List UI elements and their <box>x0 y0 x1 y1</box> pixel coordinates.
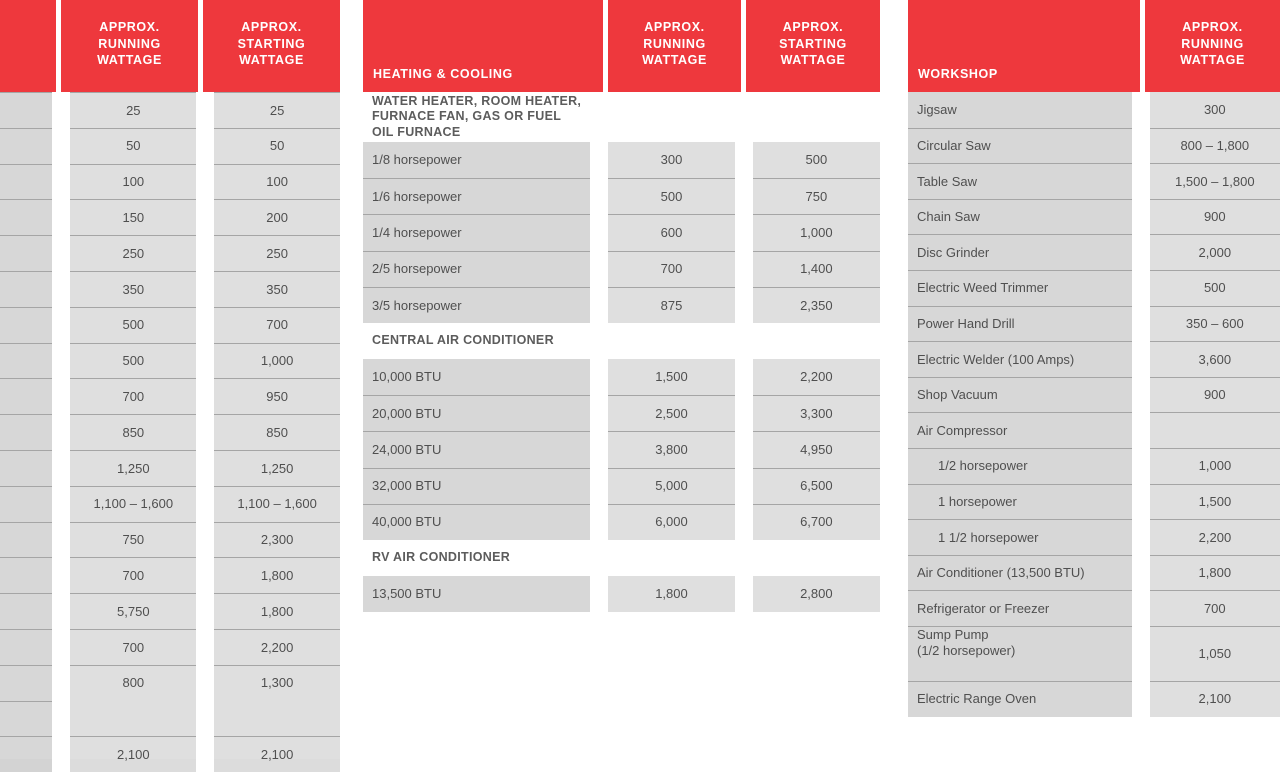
cell-divider <box>1132 199 1150 235</box>
left-row-running-wattage: 700 <box>70 557 196 593</box>
cell-divider <box>735 359 753 395</box>
cell-divider <box>1132 234 1150 270</box>
row-item-label <box>908 270 1132 306</box>
table-row <box>363 287 880 323</box>
right-table-header-row <box>908 0 1280 92</box>
row-running-wattage: 875 <box>608 287 734 323</box>
table-row <box>363 576 880 612</box>
cell-divider <box>1132 626 1150 681</box>
table-row <box>0 665 340 701</box>
row-running-wattage: 1,000 <box>1150 448 1280 484</box>
row-item-label <box>908 234 1132 270</box>
cell-divider <box>1132 306 1150 342</box>
section-title-line: RV AIR CONDITIONER <box>372 550 511 565</box>
row-item-label-line: Disc Grinder <box>917 244 990 260</box>
cell-divider <box>590 504 608 540</box>
row-starting-wattage: 6,700 <box>753 504 880 540</box>
left-row-starting-wattage: 1,100 – 1,600 <box>214 486 340 522</box>
section-header-row <box>363 323 880 359</box>
row-item-label <box>908 199 1132 235</box>
table-row <box>363 178 880 214</box>
row-item-label <box>908 590 1132 626</box>
table-row <box>908 484 1280 520</box>
row-item-label-line: 1/2 horsepower <box>938 458 1028 474</box>
row-item-label <box>908 306 1132 342</box>
left-row-item-label <box>0 343 52 379</box>
section-title-line: CENTRAL AIR CONDITIONER <box>372 333 554 348</box>
table-row <box>0 701 340 737</box>
left-row-item-label <box>0 557 52 593</box>
left-row-item-label <box>0 736 52 772</box>
table-row <box>908 626 1280 681</box>
row-item-label: 40,000 BTU <box>363 504 590 540</box>
table-row <box>0 271 340 307</box>
cell-divider <box>1132 163 1150 199</box>
cell-divider <box>196 736 214 772</box>
left-row-starting-wattage: 1,000 <box>214 343 340 379</box>
table-row <box>363 359 880 395</box>
cell-divider <box>590 359 608 395</box>
row-starting-wattage: 6,500 <box>753 468 880 504</box>
row-running-wattage: 900 <box>1150 377 1280 413</box>
cell-divider <box>1132 555 1150 591</box>
table-row <box>908 681 1280 717</box>
section-title <box>363 92 603 142</box>
row-item-label: 32,000 BTU <box>363 468 590 504</box>
section-header-row <box>363 540 880 576</box>
row-running-wattage: 3,600 <box>1150 341 1280 377</box>
left-row-starting-wattage: 200 <box>214 199 340 235</box>
left-row-item-label <box>0 414 52 450</box>
row-running-wattage: 1,050 <box>1150 626 1280 681</box>
cell-divider <box>735 287 753 323</box>
right-table-body <box>908 92 1280 717</box>
table-row <box>0 522 340 558</box>
cell-divider <box>1132 484 1150 520</box>
cell-divider <box>196 378 214 414</box>
cell-divider <box>196 343 214 379</box>
row-running-wattage: 6,000 <box>608 504 734 540</box>
row-item-label-line: Jigsaw <box>917 102 957 117</box>
table-row <box>0 557 340 593</box>
left-row-running-wattage: 850 <box>70 414 196 450</box>
left-wattage-table <box>0 0 340 772</box>
row-item-label: 24,000 BTU <box>363 431 590 467</box>
row-running-wattage: 2,100 <box>1150 681 1280 717</box>
section-spacer <box>746 323 880 359</box>
section-header-row <box>363 92 880 142</box>
left-row-running-wattage: 2,100 <box>70 736 196 772</box>
left-row-item-label <box>0 593 52 629</box>
row-running-wattage: 300 <box>1150 92 1280 128</box>
row-running-wattage: 350 – 600 <box>1150 306 1280 342</box>
left-row-item-label <box>0 92 52 128</box>
row-running-wattage: 700 <box>1150 590 1280 626</box>
row-running-wattage: 5,000 <box>608 468 734 504</box>
left-row-item-label <box>0 235 52 271</box>
section-spacer <box>746 92 880 142</box>
row-item-label-line: 1 1/2 horsepower <box>938 529 1039 545</box>
cell-divider <box>590 431 608 467</box>
cell-divider <box>52 164 70 200</box>
table-row <box>908 234 1280 270</box>
left-row-item-label <box>0 629 52 665</box>
cell-divider <box>590 178 608 214</box>
left-row-item-label <box>0 271 52 307</box>
table-row <box>908 555 1280 591</box>
row-item-label <box>908 484 1132 520</box>
table-row <box>908 306 1280 342</box>
table-row <box>363 251 880 287</box>
right-header-running-wattage: APPROX. RUNNING WATTAGE <box>1145 0 1280 92</box>
row-running-wattage: 3,800 <box>608 431 734 467</box>
table-row <box>0 199 340 235</box>
left-row-running-wattage: 50 <box>70 128 196 164</box>
left-row-starting-wattage: 350 <box>214 271 340 307</box>
row-running-wattage: 1,500 <box>608 359 734 395</box>
row-item-label: 13,500 BTU <box>363 576 590 612</box>
row-item-label-line: Refrigerator or Freezer <box>917 600 1050 616</box>
row-running-wattage: 300 <box>608 142 734 178</box>
left-row-item-label <box>0 522 52 558</box>
table-row <box>0 343 340 379</box>
row-starting-wattage: 500 <box>753 142 880 178</box>
cell-divider <box>52 128 70 164</box>
middle-header-category: HEATING & COOLING <box>363 0 603 92</box>
table-row <box>0 736 340 772</box>
cell-divider <box>590 468 608 504</box>
cell-divider <box>1132 590 1150 626</box>
cell-divider <box>52 522 70 558</box>
row-running-wattage: 700 <box>608 251 734 287</box>
left-row-running-wattage: 1,100 – 1,600 <box>70 486 196 522</box>
left-row-starting-wattage: 850 <box>214 414 340 450</box>
row-item-label <box>908 341 1132 377</box>
row-running-wattage: 2,500 <box>608 395 734 431</box>
left-row-starting-wattage: 100 <box>214 164 340 200</box>
cell-divider <box>1132 270 1150 306</box>
table-row <box>0 378 340 414</box>
left-row-running-wattage: 500 <box>70 343 196 379</box>
cell-divider <box>590 142 608 178</box>
table-row <box>908 341 1280 377</box>
row-item-label <box>908 519 1132 555</box>
cell-divider <box>590 576 608 612</box>
row-item-label <box>908 163 1132 199</box>
row-running-wattage: 1,500 – 1,800 <box>1150 163 1280 199</box>
cell-divider <box>52 665 70 701</box>
left-row-item-label <box>0 665 52 701</box>
cell-divider <box>735 142 753 178</box>
table-row <box>908 448 1280 484</box>
row-starting-wattage: 2,800 <box>753 576 880 612</box>
middle-header-starting-wattage: APPROX. STARTING WATTAGE <box>746 0 880 92</box>
section-spacer <box>746 540 880 576</box>
left-row-running-wattage: 500 <box>70 307 196 343</box>
table-row <box>908 163 1280 199</box>
left-row-starting-wattage: 2,200 <box>214 629 340 665</box>
table-row <box>0 486 340 522</box>
table-row <box>908 270 1280 306</box>
row-item-label-line: Table Saw <box>917 173 977 189</box>
row-item-label-line: Electric Weed Trimmer <box>917 280 1049 296</box>
heating-cooling-table <box>363 0 880 612</box>
row-item-label-line: Electric Range Oven <box>917 691 1037 707</box>
left-row-running-wattage: 700 <box>70 378 196 414</box>
right-header-category: WORKSHOP <box>908 0 1140 92</box>
row-item-label-line: Chain Saw <box>917 209 980 225</box>
cell-divider <box>196 235 214 271</box>
cell-divider <box>196 307 214 343</box>
left-row-item-label <box>0 486 52 522</box>
table-row <box>363 395 880 431</box>
left-row-item-label <box>0 164 52 200</box>
cell-divider <box>196 701 214 737</box>
row-item-label-line: Shop Vacuum <box>917 387 998 403</box>
cell-divider <box>1132 341 1150 377</box>
table-row <box>0 307 340 343</box>
left-header-running-wattage: APPROX. RUNNING WATTAGE <box>61 0 198 92</box>
cell-divider <box>735 178 753 214</box>
row-item-label-line: Air Conditioner (13,500 BTU) <box>917 565 1085 581</box>
left-header-starting-wattage: APPROX. STARTING WATTAGE <box>203 0 340 92</box>
cell-divider <box>196 486 214 522</box>
row-item-label-line: Electric Welder (100 Amps) <box>917 351 1075 367</box>
cell-divider <box>735 504 753 540</box>
row-item-label: 20,000 BTU <box>363 395 590 431</box>
cell-divider <box>196 593 214 629</box>
left-row-running-wattage: 350 <box>70 271 196 307</box>
row-item-label-line: Power Hand Drill <box>917 316 1015 332</box>
cell-divider <box>52 736 70 772</box>
middle-table-header-row <box>363 0 880 92</box>
left-row-starting-wattage: 1,800 <box>214 593 340 629</box>
table-row <box>908 519 1280 555</box>
row-item-label-line: Sump Pump <box>917 626 989 642</box>
row-item-label <box>908 377 1132 413</box>
row-item-label-line: Circular Saw <box>917 138 991 154</box>
row-item-label <box>908 555 1132 591</box>
section-spacer <box>608 92 741 142</box>
table-row <box>0 629 340 665</box>
row-starting-wattage: 4,950 <box>753 431 880 467</box>
cell-divider <box>1132 519 1150 555</box>
section-title <box>363 540 603 576</box>
row-starting-wattage: 2,200 <box>753 359 880 395</box>
cell-divider <box>196 522 214 558</box>
cell-divider <box>52 307 70 343</box>
left-row-starting-wattage: 50 <box>214 128 340 164</box>
section-title <box>363 323 603 359</box>
row-item-label <box>908 626 1132 681</box>
table-row <box>908 199 1280 235</box>
cell-divider <box>735 468 753 504</box>
cell-divider <box>1132 448 1150 484</box>
row-item-label <box>908 681 1132 717</box>
cell-divider <box>196 557 214 593</box>
row-item-label <box>908 128 1132 164</box>
table-row <box>0 593 340 629</box>
cell-divider <box>196 199 214 235</box>
cell-divider <box>1132 681 1150 717</box>
cell-divider <box>52 450 70 486</box>
cell-divider <box>590 251 608 287</box>
row-running-wattage: 1,500 <box>1150 484 1280 520</box>
left-header-item-column <box>0 0 56 92</box>
cell-divider <box>196 414 214 450</box>
left-row-running-wattage: 250 <box>70 235 196 271</box>
cell-divider <box>52 486 70 522</box>
row-running-wattage: 2,200 <box>1150 519 1280 555</box>
table-row <box>363 142 880 178</box>
left-row-item-label <box>0 701 52 737</box>
row-running-wattage: 500 <box>608 178 734 214</box>
table-row <box>363 214 880 250</box>
left-row-item-label <box>0 128 52 164</box>
left-row-starting-wattage: 25 <box>214 92 340 128</box>
table-row <box>0 235 340 271</box>
row-item-label-line: Air Compressor <box>917 422 1008 438</box>
left-row-item-label <box>0 450 52 486</box>
row-item-label: 10,000 BTU <box>363 359 590 395</box>
cell-divider <box>735 576 753 612</box>
row-running-wattage: 1,800 <box>1150 555 1280 591</box>
left-row-starting-wattage: 1,800 <box>214 557 340 593</box>
cell-divider <box>52 271 70 307</box>
cell-divider <box>52 629 70 665</box>
cell-divider <box>1132 377 1150 413</box>
table-row <box>363 468 880 504</box>
cell-divider <box>735 214 753 250</box>
table-row <box>363 431 880 467</box>
table-row <box>0 450 340 486</box>
left-row-starting-wattage: 2,300 <box>214 522 340 558</box>
section-spacer <box>608 323 741 359</box>
left-row-starting-wattage: 1,250 <box>214 450 340 486</box>
left-row-starting-wattage: 250 <box>214 235 340 271</box>
cell-divider <box>52 92 70 128</box>
table-row <box>908 128 1280 164</box>
row-item-label: 1/8 horsepower <box>363 142 590 178</box>
row-running-wattage: 1,800 <box>608 576 734 612</box>
table-row <box>0 128 340 164</box>
section-title-line: OIL FURNACE <box>372 124 461 139</box>
row-item-label <box>908 92 1132 128</box>
left-row-starting-wattage: 2,100 <box>214 736 340 772</box>
middle-header-running-wattage: APPROX. RUNNING WATTAGE <box>608 0 741 92</box>
table-row <box>363 504 880 540</box>
section-title-line: WATER HEATER, ROOM HEATER, FURNACE FAN, GAS OR FUEL <box>372 93 582 124</box>
cell-divider <box>52 235 70 271</box>
cell-divider <box>52 557 70 593</box>
cell-divider <box>52 378 70 414</box>
table-row <box>908 412 1280 448</box>
cell-divider <box>52 701 70 737</box>
row-item-label-line: (1/2 horsepower) <box>917 642 1016 658</box>
left-row-running-wattage: 750 <box>70 522 196 558</box>
row-item-label: 3/5 horsepower <box>363 287 590 323</box>
cell-divider <box>52 199 70 235</box>
left-row-running-wattage: 25 <box>70 92 196 128</box>
section-spacer <box>608 540 741 576</box>
cell-divider <box>735 431 753 467</box>
left-row-running-wattage: 1,250 <box>70 450 196 486</box>
left-row-running-wattage: 800 <box>70 665 196 701</box>
row-running-wattage: 500 <box>1150 270 1280 306</box>
left-row-starting-wattage: 1,300 <box>214 665 340 701</box>
cell-divider <box>590 395 608 431</box>
left-row-running-wattage: 5,750 <box>70 593 196 629</box>
left-row-running-wattage: 100 <box>70 164 196 200</box>
table-row <box>908 590 1280 626</box>
left-row-item-label <box>0 307 52 343</box>
cell-divider <box>196 271 214 307</box>
cell-divider <box>52 593 70 629</box>
cell-divider <box>196 629 214 665</box>
table-row <box>0 414 340 450</box>
row-starting-wattage: 1,000 <box>753 214 880 250</box>
cell-divider <box>196 665 214 701</box>
row-item-label: 2/5 horsepower <box>363 251 590 287</box>
left-row-running-wattage: 150 <box>70 199 196 235</box>
cell-divider <box>196 450 214 486</box>
left-row-running-wattage: 700 <box>70 629 196 665</box>
cell-divider <box>1132 412 1150 448</box>
cell-divider <box>735 251 753 287</box>
cell-divider <box>1132 128 1150 164</box>
row-running-wattage: 800 – 1,800 <box>1150 128 1280 164</box>
row-starting-wattage: 2,350 <box>753 287 880 323</box>
row-starting-wattage: 1,400 <box>753 251 880 287</box>
workshop-table <box>908 0 1280 717</box>
cell-divider <box>735 395 753 431</box>
cell-divider <box>196 128 214 164</box>
left-row-item-label <box>0 199 52 235</box>
table-row <box>908 377 1280 413</box>
cell-divider <box>590 214 608 250</box>
left-row-starting-wattage: 700 <box>214 307 340 343</box>
cell-divider <box>196 92 214 128</box>
left-row-item-label <box>0 378 52 414</box>
cell-divider <box>196 164 214 200</box>
left-table-body <box>0 92 340 772</box>
left-table-header-row <box>0 0 340 92</box>
row-running-wattage <box>1150 412 1280 448</box>
row-running-wattage: 2,000 <box>1150 234 1280 270</box>
left-row-starting-wattage: 950 <box>214 378 340 414</box>
middle-table-body <box>363 92 880 612</box>
left-row-running-wattage <box>70 701 196 737</box>
row-item-label <box>908 412 1132 448</box>
row-starting-wattage: 3,300 <box>753 395 880 431</box>
left-row-starting-wattage <box>214 701 340 737</box>
row-item-label <box>908 448 1132 484</box>
table-row <box>0 92 340 128</box>
row-item-label-line: 1 horsepower <box>938 494 1017 510</box>
table-row <box>908 92 1280 128</box>
cell-divider <box>590 287 608 323</box>
cell-divider <box>52 414 70 450</box>
cell-divider <box>1132 92 1150 128</box>
cell-divider <box>52 343 70 379</box>
row-item-label: 1/6 horsepower <box>363 178 590 214</box>
table-row <box>0 164 340 200</box>
row-running-wattage: 900 <box>1150 199 1280 235</box>
row-running-wattage: 600 <box>608 214 734 250</box>
row-starting-wattage: 750 <box>753 178 880 214</box>
row-item-label: 1/4 horsepower <box>363 214 590 250</box>
